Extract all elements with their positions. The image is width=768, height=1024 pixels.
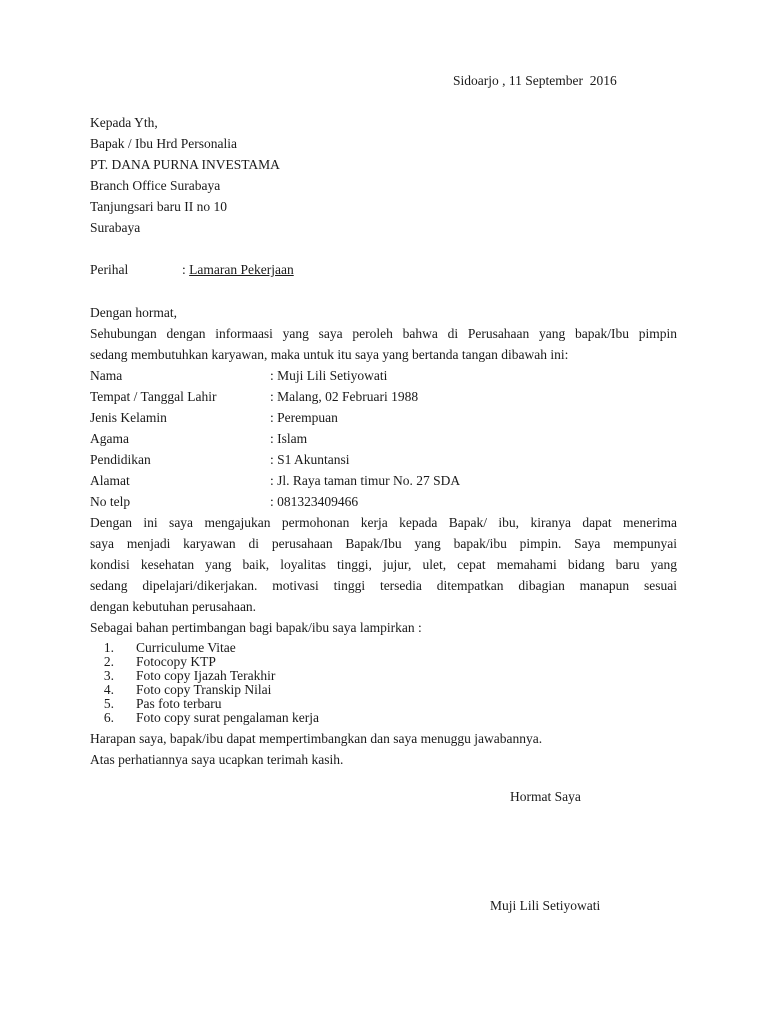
detail-row: Nama : Muji Lili Setiyowati	[90, 365, 677, 386]
subject-value: Lamaran Pekerjaan	[189, 262, 294, 277]
list-item	[90, 669, 677, 683]
list-text: Foto copy Ijazah Terakhir	[136, 668, 276, 683]
detail-label: Nama	[90, 368, 123, 383]
intro-line: Sehubungan dengan informaasi yang saya peroleh bahwa di Perusahaan yang bapak/Ibu pimpin	[90, 326, 677, 341]
hope-line: Harapan saya, bapak/ibu dapat mempertimbangkan dan saya menuggu jawabannya.	[90, 731, 543, 746]
request-line: kondisi kesehatan yang baik, loyalitas tinggi, jujur, ulet, cepat memahami bidang baru yang	[90, 557, 677, 572]
detail-label: Alamat	[90, 473, 130, 488]
detail-value: S1 Akuntansi	[277, 452, 350, 467]
detail-value: Jl. Raya taman timur No. 27 SDA	[277, 473, 461, 488]
detail-label: Tempat / Tanggal Lahir	[90, 389, 217, 404]
place-date: Sidoarjo , 11 September 2016	[453, 73, 617, 88]
letter-body	[90, 302, 677, 770]
recipient-line: Surabaya	[90, 220, 141, 235]
list-item	[90, 655, 677, 669]
list-number: 4.	[103, 682, 114, 697]
list-number: 5.	[103, 696, 114, 711]
recipient-line: Branch Office Surabaya	[90, 178, 221, 193]
detail-label: Agama	[90, 431, 129, 446]
thanks-line: Atas perhatiannya saya ucapkan terimah kasih.	[90, 752, 344, 767]
list-number: 1.	[103, 640, 114, 655]
request-paragraph	[90, 512, 677, 617]
greeting: Dengan hormat,	[90, 305, 177, 320]
detail-row: No telp : 081323409466	[90, 491, 677, 512]
recipient-block	[90, 112, 280, 238]
list-text: Foto copy surat pengalaman kerja	[136, 710, 319, 725]
list-number: 3.	[103, 668, 114, 683]
detail-label: No telp	[90, 494, 131, 509]
list-item	[90, 683, 677, 697]
request-line: sedang dipelajari/dikerjakan. motivasi tinggi tersedia ditempatkan dibagian manapun sesuai	[90, 578, 677, 593]
detail-label: Jenis Kelamin	[90, 410, 167, 425]
request-line: saya menjadi karyawan di perusahaan Bapak/Ibu yang bapak/ibu pimpin. Saya mempunyai	[90, 536, 677, 551]
closing-salutation: Hormat Saya	[510, 789, 581, 804]
detail-row: Alamat : Jl. Raya taman timur No. 27 SDA	[90, 470, 677, 491]
list-text: Fotocopy KTP	[136, 654, 216, 669]
subject-colon: :	[182, 262, 190, 277]
recipient-line: Bapak / Ibu Hrd Personalia	[90, 136, 237, 151]
subject-label: Perihal	[90, 262, 129, 277]
list-item	[90, 711, 677, 725]
detail-row: Jenis Kelamin : Perempuan	[90, 407, 677, 428]
list-item	[90, 697, 677, 711]
recipient-line: Tanjungsari baru II no 10	[90, 199, 228, 214]
detail-value: Muji Lili Setiyowati	[277, 368, 388, 383]
signature-name: Muji Lili Setiyowati	[490, 898, 601, 913]
recipient-line: Kepada Yth,	[90, 115, 158, 130]
list-number: 6.	[103, 710, 114, 725]
request-line: Dengan ini saya mengajukan permohonan kerja kepada Bapak/ ibu, kiranya dapat menerima	[90, 515, 677, 530]
applicant-details	[90, 365, 677, 512]
list-text: Curriculume Vitae	[136, 640, 236, 655]
list-text: Pas foto terbaru	[136, 696, 222, 711]
detail-row: Agama : Islam	[90, 428, 677, 449]
subject-line	[90, 259, 294, 280]
recipient-line: PT. DANA PURNA INVESTAMA	[90, 157, 280, 172]
detail-value: Malang, 02 Februari 1988	[277, 389, 419, 404]
request-line: dengan kebutuhan perusahaan.	[90, 599, 257, 614]
list-number: 2.	[103, 654, 114, 669]
detail-label: Pendidikan	[90, 452, 151, 467]
attachments-list	[90, 641, 677, 725]
detail-row: Tempat / Tanggal Lahir : Malang, 02 Februari 1988	[90, 386, 677, 407]
intro-line: sedang membutuhkan karyawan, maka untuk itu saya yang bertanda tangan dibawah ini:	[90, 347, 569, 362]
list-text: Foto copy Transkip Nilai	[136, 682, 272, 697]
detail-value: Islam	[277, 431, 308, 446]
detail-value: Perempuan	[277, 410, 338, 425]
list-item	[90, 641, 677, 655]
detail-value: 081323409466	[277, 494, 359, 509]
detail-row: Pendidikan : S1 Akuntansi	[90, 449, 677, 470]
attachments-intro: Sebagai bahan pertimbangan bagi bapak/ibu saya lampirkan :	[90, 620, 422, 635]
